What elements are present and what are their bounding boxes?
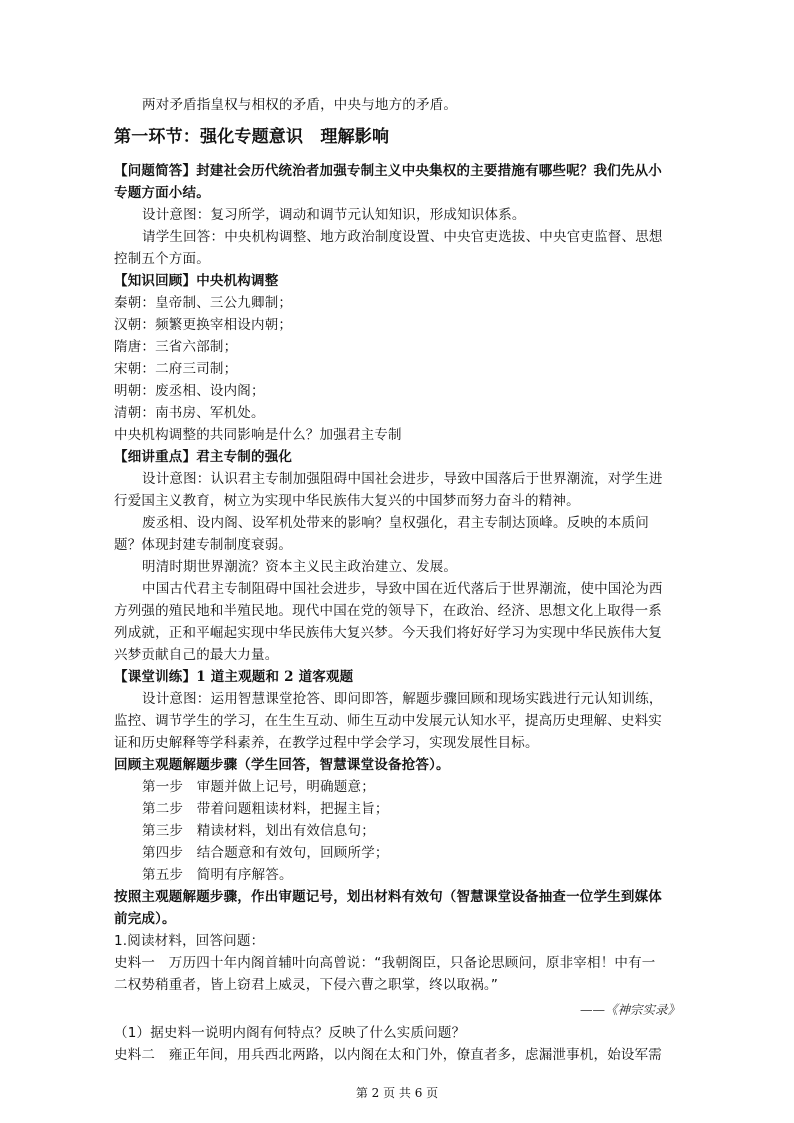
- text-line: 证和历史解释等学科素养，在教学过程中学会学习，实现发展性目标。: [114, 735, 539, 751]
- text-line: 史料一 万历四十年内阁首辅叶向高曾说：“我朝阁臣，只备论思顾问，原非宰相！中有一: [114, 955, 656, 971]
- text-line: 【课堂训练】1 道主观题和 2 道客观题: [114, 669, 354, 685]
- source-citation: ——《神宗实录》: [579, 1002, 680, 1017]
- text-line: 隋唐：三省六部制；: [114, 339, 238, 355]
- text-line: 请学生回答：中央机构调整、地方政治制度设置、中央官吏选拔、中央官吏监督、思想: [142, 229, 663, 245]
- text-line: 兴梦贡献自己的最大力量。: [114, 647, 279, 663]
- text-line: 按照主观题解题步骤，作出审题记号，划出材料有效句（智慧课堂设备抽查一位学生到媒体: [114, 889, 662, 905]
- text-line: （1）据史料一说明内阁有何特点？反映了什么实质问题？: [114, 1025, 466, 1041]
- text-line: 1.阅读材料，回答问题：: [114, 933, 265, 949]
- text-line: 【知识回顾】中央机构调整: [114, 273, 279, 289]
- text-line: 第五步 简明有序解答。: [142, 867, 293, 883]
- text-line: 汉朝：频繁更换宰相设内朝；: [114, 317, 293, 333]
- text-line: 前完成）。: [114, 911, 176, 927]
- text-line: 设计意图：认识君主专制加强阻碍中国社会进步，导致中国落后于世界潮流，对学生进: [142, 471, 663, 487]
- text-line: 行爱国主义教育，树立为实现中华民族伟大复兴的中国梦而努力奋斗的精神。: [114, 493, 580, 509]
- text-line: 控制五个方面。: [114, 251, 210, 267]
- section-heading: 第一环节：强化专题意识 理解影响: [114, 127, 390, 147]
- text-line: 明朝：废丞相、设内阁；: [114, 383, 265, 399]
- text-line: 列成就，正和平崛起实现中华民族伟大复兴梦。今天我们将好好学习为实现中华民族伟大复: [114, 625, 662, 641]
- text-line: 中央机构调整的共同影响是什么？加强君主专制: [114, 427, 402, 443]
- text-line: 清朝：南书房、军机处。: [114, 405, 265, 421]
- text-line: 第三步 精读材料，划出有效信息句；: [142, 823, 375, 839]
- text-line: 题？体现封建专制制度衰弱。: [114, 537, 293, 553]
- text-line: 回顾主观题解题步骤（学生回答，智慧课堂设备抢答）。: [114, 757, 450, 773]
- text-line: 第二步 带着问题粗读材料，把握主旨；: [142, 801, 389, 817]
- text-line: 明清时期世界潮流？资本主义民主政治建立、发展。: [142, 559, 458, 575]
- text-line: 废丞相、设内阁、设军机处带来的影响？皇权强化，君主专制达顶峰。反映的本质问: [142, 515, 649, 531]
- text-line: 两对矛盾指皇权与相权的矛盾，中央与地方的矛盾。: [142, 97, 458, 113]
- text-line: 设计意图：复习所学，调动和调节元认知知识，形成知识体系。: [142, 207, 526, 223]
- text-line: 第一步 审题并做上记号，明确题意；: [142, 779, 375, 795]
- text-line: 设计意图：运用智慧课堂抢答、即问即答，解题步骤回顾和现场实践进行元认知训练，: [142, 691, 663, 707]
- text-line: 【细讲重点】君主专制的强化: [114, 449, 293, 465]
- text-line: 中国古代君主专制阻碍中国社会进步，导致中国在近代落后于世界潮流，使中国沦为西: [142, 581, 663, 597]
- page-footer: 第 2 页 共 6 页: [355, 1086, 439, 1100]
- text-line: 方列强的殖民地和半殖民地。现代中国在党的领导下，在政治、经济、思想文化上取得一系: [114, 603, 662, 619]
- text-line: 史料二 雍正年间，用兵西北两路，以内阁在太和门外，僚直者多，虑漏泄事机，始设军需: [114, 1047, 662, 1063]
- text-line: 第四步 结合题意和有效句，回顾所学；: [142, 845, 389, 861]
- text-line: 专题方面小结。: [114, 185, 210, 201]
- text-line: 监控、调节学生的学习，在生生互动、师生互动中发展元认知水平，提高历史理解、史料实: [114, 713, 662, 729]
- text-line: 二权势稍重者，皆上窃君上威灵，下侵六曹之职掌，终以取祸。”: [114, 977, 499, 993]
- text-line: 宋朝：二府三司制；: [114, 361, 238, 377]
- text-line: 秦朝：皇帝制、三公九卿制；: [114, 295, 293, 311]
- text-line: 【问题简答】封建社会历代统治者加强专制主义中央集权的主要措施有哪些呢？我们先从小: [114, 163, 662, 179]
